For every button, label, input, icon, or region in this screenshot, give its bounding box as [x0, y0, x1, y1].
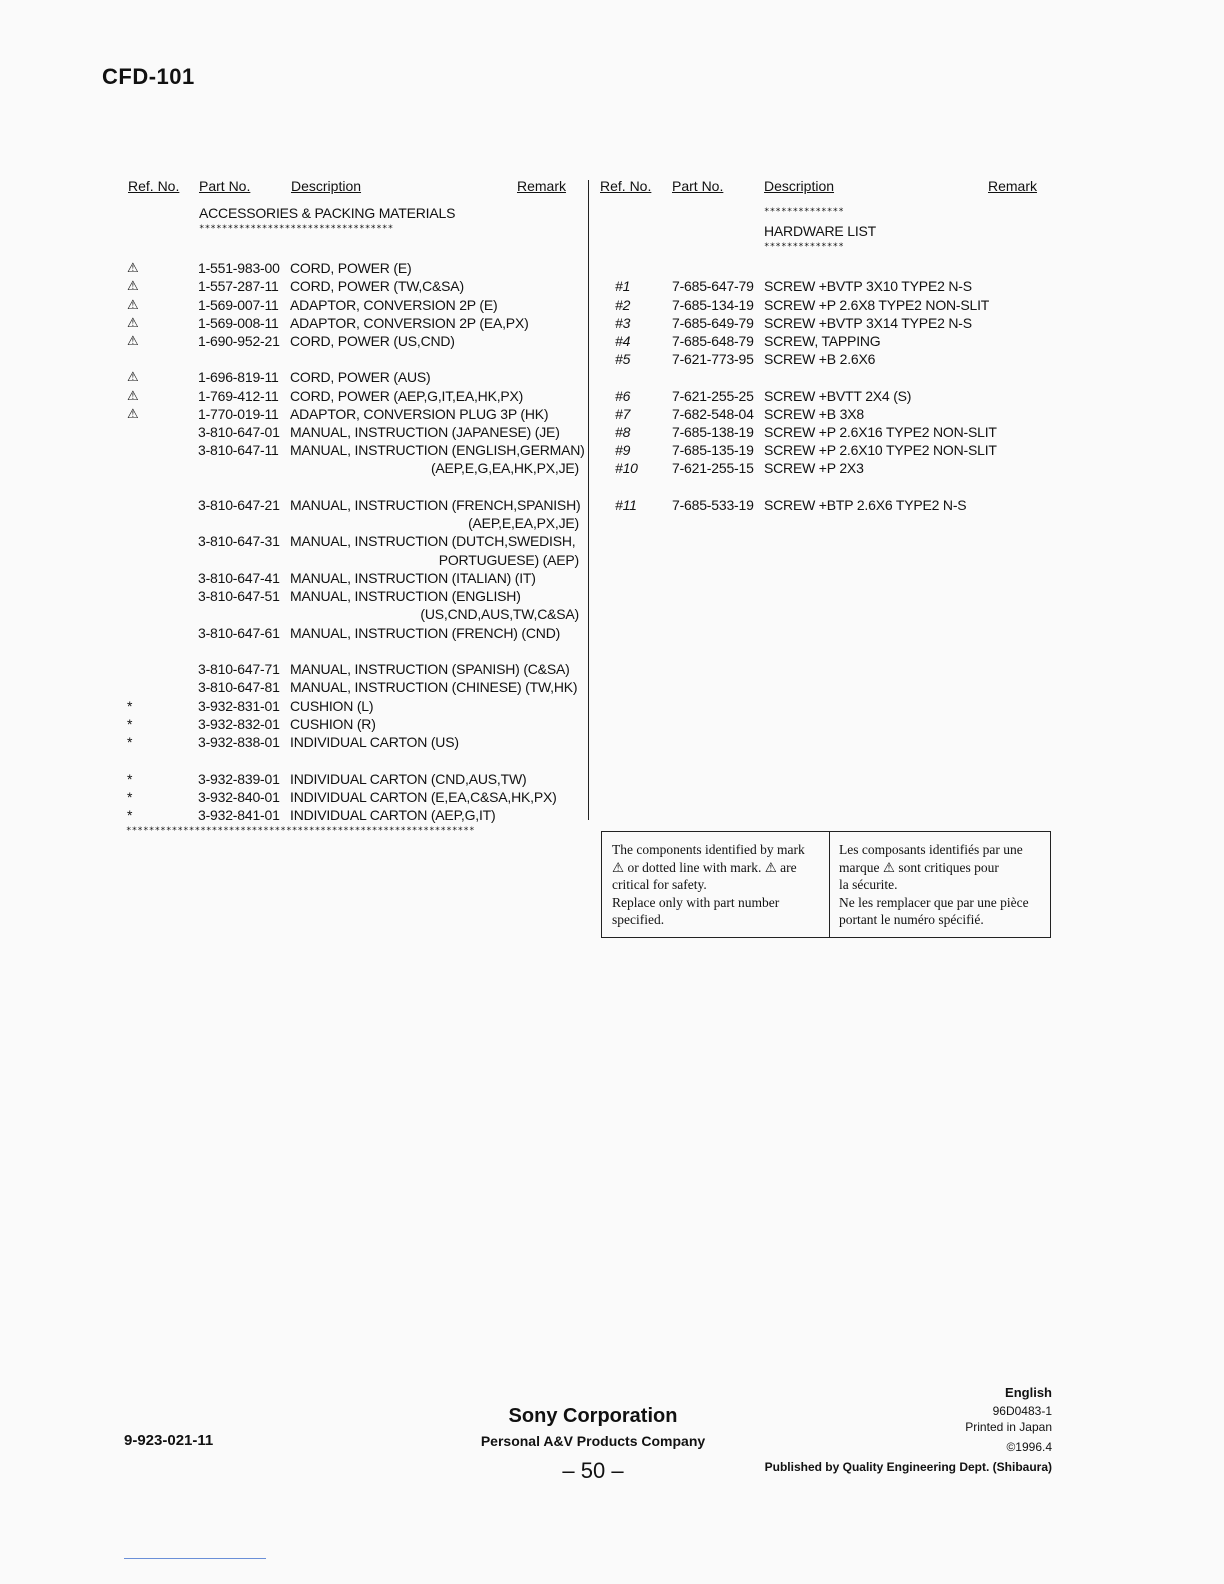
header-remark-right: Remark: [988, 178, 1038, 194]
part-number: 1-690-952-21: [198, 333, 280, 349]
description: MANUAL, INSTRUCTION (FRENCH) (CND): [290, 625, 561, 641]
accessory-row: [0, 697, 590, 715]
description: SCREW +BVTP 3X10 TYPE2 N-S: [764, 278, 972, 294]
hardware-row: [0, 296, 1050, 314]
bottom-rule: [124, 1558, 266, 1559]
part-number: 3-932-839-01: [198, 771, 280, 787]
part-number: 3-932-841-01: [198, 807, 280, 823]
company-name: Sony Corporation: [508, 1405, 678, 1427]
part-number: 3-810-647-71: [198, 661, 280, 677]
hardware-row: [0, 387, 1050, 405]
part-number: 3-810-647-41: [198, 570, 280, 586]
accessory-row: [0, 569, 590, 587]
header-description-right: Description: [764, 178, 835, 194]
part-number: 3-810-647-31: [198, 533, 280, 549]
notice-line: Ne les remplacer que par une pièce: [839, 894, 1029, 910]
ref-number: #10: [615, 460, 638, 476]
notice-line: la sécurite.: [839, 877, 898, 892]
description: CORD, POWER (US,CND): [290, 333, 455, 349]
notice-line: The components identified by mark: [612, 842, 805, 857]
asterisk-mark: *: [127, 789, 133, 805]
description: ADAPTOR, CONVERSION 2P (E): [290, 297, 498, 313]
part-number: 3-932-832-01: [198, 716, 280, 732]
description: INDIVIDUAL CARTON (US): [290, 734, 459, 750]
part-number: 7-685-135-19: [672, 442, 754, 458]
publisher: Published by Quality Engineering Dept. (Shibaura): [764, 1460, 1052, 1474]
part-number: 7-685-134-19: [672, 297, 754, 313]
hardware-stars-top: **************: [764, 207, 845, 217]
description: SCREW +P 2.6X8 TYPE2 NON-SLIT: [764, 297, 990, 313]
ref-number: #4: [615, 333, 631, 349]
section-stars: **********************************: [199, 224, 394, 234]
asterisk-mark: *: [127, 716, 133, 732]
asterisk-mark: *: [127, 771, 133, 787]
description: SCREW +B 2.6X6: [764, 351, 876, 367]
description: MANUAL, INSTRUCTION (ITALIAN) (IT): [290, 570, 536, 586]
part-number: 1-569-007-11: [198, 297, 279, 313]
header-ref-no: Ref. No.: [128, 178, 180, 194]
section-title-accessories: ACCESSORIES & PACKING MATERIALS: [199, 205, 456, 221]
description: CUSHION (L): [290, 698, 374, 714]
description-continuation: (AEP,E,G,EA,HK,PX,JE): [430, 460, 579, 476]
part-number: 3-932-840-01: [198, 789, 280, 805]
copyright: ©1996.4: [1006, 1440, 1052, 1454]
accessory-row: [0, 678, 590, 696]
section-title-hardware: HARDWARE LIST: [764, 223, 877, 239]
caution-triangle-icon: ⚠: [127, 297, 139, 312]
part-number: 7-621-255-15: [672, 460, 754, 476]
part-number: 1-551-983-00: [198, 260, 280, 276]
caution-triangle-icon: ⚠: [127, 260, 139, 275]
caution-triangle-icon: ⚠: [127, 406, 139, 421]
part-number: 1-696-819-11: [198, 369, 279, 385]
ref-number: #3: [615, 315, 631, 331]
notice-line: specified.: [612, 912, 665, 927]
header-part-no-right: Part No.: [672, 178, 724, 194]
asterisk-mark: *: [127, 698, 133, 714]
hardware-row: [0, 277, 1050, 295]
safety-notice-english: [612, 841, 805, 929]
header-ref-no-right: Ref. No.: [600, 178, 652, 194]
description: MANUAL, INSTRUCTION (CHINESE) (TW,HK): [290, 679, 578, 695]
description: CORD, POWER (AEP,G,IT,EA,HK,PX): [290, 388, 524, 404]
ref-number: #1: [615, 278, 631, 294]
hardware-row: [0, 423, 1050, 441]
description: SCREW +P 2X3: [764, 460, 864, 476]
part-number: 7-685-648-79: [672, 333, 754, 349]
part-number: 3-932-838-01: [198, 734, 280, 750]
part-number: 7-685-647-79: [672, 278, 754, 294]
printed-in: Printed in Japan: [965, 1420, 1052, 1434]
end-stars: *************************************************************: [126, 826, 475, 836]
part-number: 3-810-647-61: [198, 625, 280, 641]
description: SCREW +P 2.6X16 TYPE2 NON-SLIT: [764, 424, 997, 440]
hardware-stars-bottom: **************: [764, 242, 845, 252]
description: SCREW, TAPPING: [764, 333, 881, 349]
caution-triangle-icon: ⚠: [127, 315, 139, 330]
part-number: 1-569-008-11: [198, 315, 279, 331]
ref-number: #7: [615, 406, 631, 422]
description: CORD, POWER (E): [290, 260, 412, 276]
description: ADAPTOR, CONVERSION PLUG 3P (HK): [290, 406, 549, 422]
part-number: 3-810-647-51: [198, 588, 280, 604]
description: MANUAL, INSTRUCTION (ENGLISH): [290, 588, 521, 604]
hardware-row: [0, 332, 1050, 350]
part-number: 3-932-831-01: [198, 698, 280, 714]
asterisk-mark: *: [127, 734, 133, 750]
asterisk-mark: *: [127, 807, 133, 823]
description: CORD, POWER (AUS): [290, 369, 431, 385]
description: SCREW +BTP 2.6X6 TYPE2 N-S: [764, 497, 967, 513]
part-number: 1-770-019-11: [198, 406, 279, 422]
description: ADAPTOR, CONVERSION 2P (EA,PX): [290, 315, 529, 331]
part-number: 1-769-412-11: [198, 388, 279, 404]
hardware-row: [0, 496, 1050, 514]
hardware-row: [0, 459, 1050, 477]
accessory-row: [0, 806, 590, 824]
accessory-row: [0, 587, 590, 605]
document-code: 96D0483-1: [992, 1404, 1052, 1418]
doc-number: 9-923-021-11: [124, 1432, 214, 1449]
description: INDIVIDUAL CARTON (CND,AUS,TW): [290, 771, 527, 787]
accessory-row: [0, 532, 590, 550]
notice-line: Les composants identifiés par une: [839, 842, 1023, 857]
description: CUSHION (R): [290, 716, 376, 732]
ref-number: #5: [615, 351, 631, 367]
ref-number: #6: [615, 388, 631, 404]
accessory-row: [0, 368, 590, 386]
accessory-row: [0, 733, 590, 751]
description: SCREW +BVTT 2X4 (S): [764, 388, 912, 404]
header-description: Description: [291, 178, 362, 194]
ref-number: #9: [615, 442, 631, 458]
accessory-row: [0, 259, 590, 277]
safety-notice-french: [839, 841, 1029, 929]
part-number: 7-682-548-04: [672, 406, 754, 422]
part-number: 3-810-647-21: [198, 497, 280, 513]
part-number: 7-685-138-19: [672, 424, 754, 440]
hardware-row: [0, 314, 1050, 332]
description: MANUAL, INSTRUCTION (DUTCH,SWEDISH,: [290, 533, 576, 549]
description: SCREW +B 3X8: [764, 406, 864, 422]
ref-number: #2: [615, 297, 631, 313]
part-number: 7-685-533-19: [672, 497, 754, 513]
caution-triangle-icon: ⚠: [127, 369, 139, 384]
notice-line: critical for safety.: [612, 877, 707, 892]
header-remark: Remark: [517, 178, 567, 194]
description: SCREW +P 2.6X10 TYPE2 NON-SLIT: [764, 442, 997, 458]
ref-number: #11: [615, 497, 637, 513]
hardware-row: [0, 441, 1050, 459]
accessory-row: [0, 624, 590, 642]
description: SCREW +BVTP 3X14 TYPE2 N-S: [764, 315, 972, 331]
part-number: 7-621-255-25: [672, 388, 754, 404]
safety-notice: [601, 831, 1051, 938]
description: INDIVIDUAL CARTON (E,EA,C&SA,HK,PX): [290, 789, 557, 805]
part-number: 7-685-649-79: [672, 315, 754, 331]
notice-line: portant le numéro spécifié.: [839, 912, 984, 927]
language-label: English: [1005, 1385, 1052, 1400]
page-number: – 50 –: [562, 1458, 624, 1483]
accessory-row: [0, 788, 590, 806]
notice-line: ⚠ or dotted line with mark. ⚠ are: [612, 859, 797, 875]
description: MANUAL, INSTRUCTION (SPANISH) (C&SA): [290, 661, 570, 677]
description-continuation: (US,CND,AUS,TW,C&SA): [420, 606, 579, 622]
description: CORD, POWER (TW,C&SA): [290, 278, 464, 294]
part-number: 3-810-647-01: [198, 424, 280, 440]
part-number: 3-810-647-11: [198, 442, 279, 458]
description: INDIVIDUAL CARTON (AEP,G,IT): [290, 807, 496, 823]
notice-divider: [829, 832, 830, 937]
model-title: CFD-101: [102, 64, 195, 89]
description: MANUAL, INSTRUCTION (FRENCH,SPANISH): [290, 497, 581, 513]
description: MANUAL, INSTRUCTION (ENGLISH,GERMAN): [290, 442, 585, 458]
accessory-row: [0, 770, 590, 788]
description-continuation: (AEP,E,EA,PX,JE): [468, 515, 579, 531]
notice-line: Replace only with part number: [612, 894, 780, 910]
part-number: 3-810-647-81: [198, 679, 280, 695]
caution-triangle-icon: ⚠: [127, 333, 139, 348]
header-part-no: Part No.: [199, 178, 251, 194]
caution-triangle-icon: ⚠: [127, 388, 139, 403]
part-number: 7-621-773-95: [672, 351, 754, 367]
hardware-row: [0, 405, 1050, 423]
division-name: Personal A&V Products Company: [480, 1433, 706, 1449]
description: MANUAL, INSTRUCTION (JAPANESE) (JE): [290, 424, 560, 440]
accessory-row: [0, 660, 590, 678]
description-continuation: PORTUGUESE) (AEP): [438, 552, 579, 568]
notice-line: marque ⚠ sont critiques pour: [839, 859, 999, 875]
caution-triangle-icon: ⚠: [127, 278, 139, 293]
accessory-row: [0, 715, 590, 733]
ref-number: #8: [615, 424, 631, 440]
hardware-row: [0, 350, 1050, 368]
part-number: 1-557-287-11: [198, 278, 279, 294]
